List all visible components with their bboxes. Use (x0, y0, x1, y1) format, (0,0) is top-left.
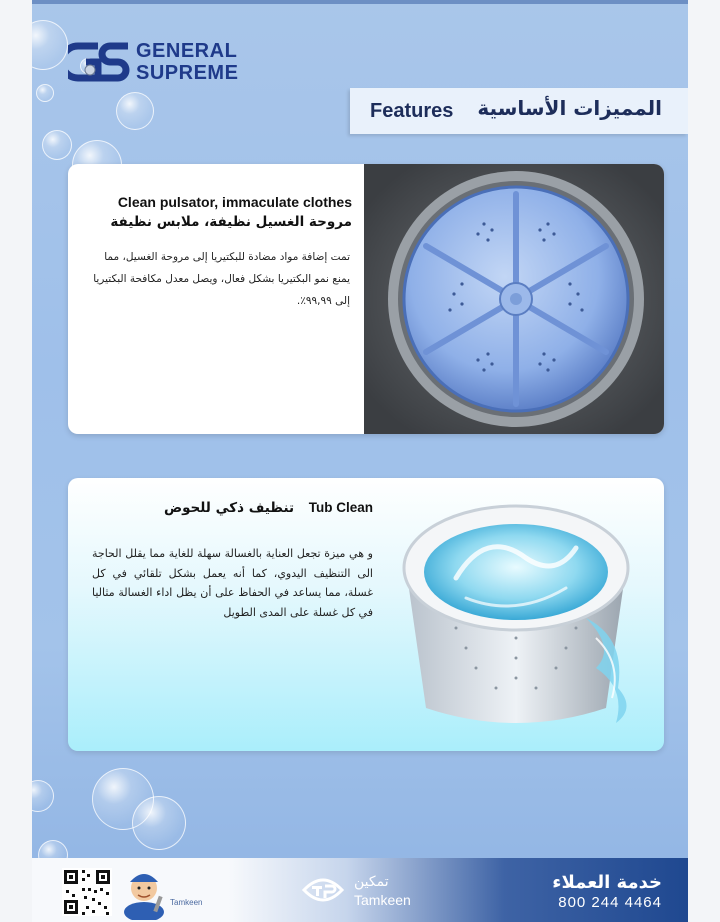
brand-logo-icon (68, 42, 130, 82)
features-title-ar: المميزات الأساسية (477, 96, 662, 120)
feature-card-tub-clean (68, 478, 664, 751)
brand-name-line2: SUPREME (136, 62, 239, 84)
feature2-description: و هي ميزة تجعل العناية بالغسالة سهلة للغاية مما يقلل الحاجة الى التنظيف اليدوي، كما أنه يعمل بشكل تلقائي في كل غسلة، مما يساعد في الحفاظ على أن يظل اداء الغسالة مثاليا في كل غسلة على المدى الطويل (92, 547, 373, 619)
feature2-title (128, 500, 373, 516)
customer-service-number[interactable]: 800 244 4464 (558, 894, 662, 911)
qr-code-icon[interactable] (62, 868, 112, 916)
bubble-decoration (132, 796, 186, 850)
mascot-icon (118, 866, 170, 920)
brochure-page (32, 0, 688, 922)
feature1-description: تمت إضافة مواد مضادة للبكتيريا إلى مروحة الغسيل، مما يمنع نمو البكتيريا بشكل فعال، ويصل معدل مكافحة البكتيريا إلى ٩٩,٩٩٪. (93, 251, 350, 307)
customer-service-label: خدمة العملاء (552, 872, 662, 893)
feature-card-pulsator (68, 164, 664, 434)
top-border (32, 0, 688, 4)
tub-clean-image (386, 488, 646, 743)
feature1-title-ar: مروحة الغسيل نظيفة، ملابس نظيفة (110, 214, 352, 230)
feature2-title-en: Tub Clean (308, 500, 373, 515)
bubble-decoration (36, 84, 54, 102)
brand-name-line1: GENERAL (136, 40, 238, 62)
bubble-decoration (32, 20, 68, 70)
features-title-en: Features (370, 100, 454, 122)
bubble-decoration (116, 92, 154, 130)
partner-small-label: Tamkeen (170, 898, 203, 907)
features-header (350, 88, 688, 134)
tamkeen-logo-icon (302, 874, 344, 906)
brand-name (136, 40, 238, 84)
pulsator-image (364, 164, 664, 434)
bubble-decoration (42, 130, 72, 160)
partner-name-en: Tamkeen (354, 892, 411, 908)
bubble-decoration (32, 780, 54, 812)
feature1-title-en: Clean pulsator, immaculate clothes (117, 194, 352, 210)
footer (32, 858, 688, 922)
partner-name-ar: تمكين (354, 874, 389, 890)
brand-logo (68, 38, 248, 88)
feature2-title-ar: تنظيف ذكي للحوض (163, 500, 295, 516)
